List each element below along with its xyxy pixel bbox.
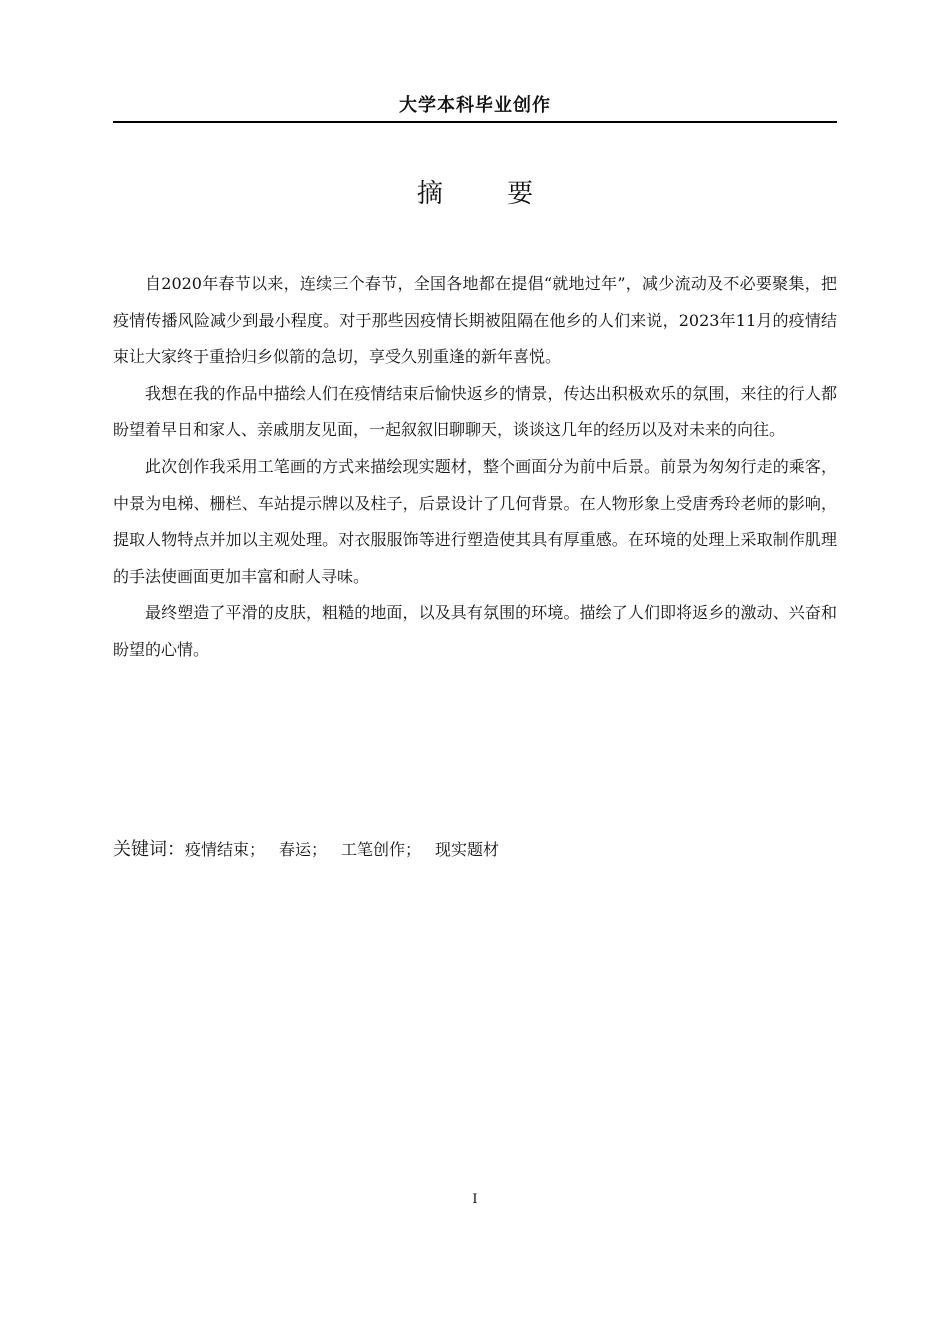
abstract-paragraph: 自2020年春节以来，连续三个春节，全国各地都在提倡“就地过年”，减少流动及不必要聚集，把疫情传播风险减少到最小程度。对于那些因疫情长期被阻隔在他乡的人们来说，2023年11月的疫情结束让大家终于重拾归乡似箭的急切，享受久别重逢的新年喜悦。 [113, 274, 837, 367]
keyword-item: 春运； [279, 840, 328, 859]
keyword-item: 疫情结束； [185, 840, 266, 859]
abstract-paragraph: 我想在我的作品中描绘人们在疫情结束后愉快返乡的情景，传达出积极欢乐的氛围，来往的行人都盼望着早日和家人、亲戚朋友见面，一起叙叙旧聊聊天，谈谈这几年的经历以及对未来的向往。 [113, 383, 837, 440]
keyword-item: 工笔创作； [341, 840, 422, 859]
page-number: I [472, 1192, 478, 1207]
keywords-line [113, 834, 837, 866]
running-header: 大学本科毕业创作 [399, 95, 551, 116]
header-rule [113, 121, 837, 123]
abstract-title: 摘 要 [416, 179, 562, 209]
keywords-label: 关键词： [113, 839, 185, 860]
abstract-paragraph: 最终塑造了平滑的皮肤，粗糙的地面，以及具有氛围的环境。描绘了人们即将返乡的激动、兴奋和盼望的心情。 [113, 603, 837, 659]
abstract-paragraph: 此次创作我采用工笔画的方式来描绘现实题材，整个画面分为前中后景。前景为匆匆行走的乘客，中景为电梯、栅栏、车站提示牌以及柱子，后景设计了几何背景。在人物形象上受唐秀玲老师的影响，提取人物特点并加以主观处理。对衣服服饰等进行塑造使其具有厚重感。在环境的处理上采取制作肌理的手法使画面更加丰富和耐人寻味。 [113, 456, 837, 586]
abstract-body [113, 266, 837, 669]
keyword-item: 现实题材 [435, 840, 500, 859]
